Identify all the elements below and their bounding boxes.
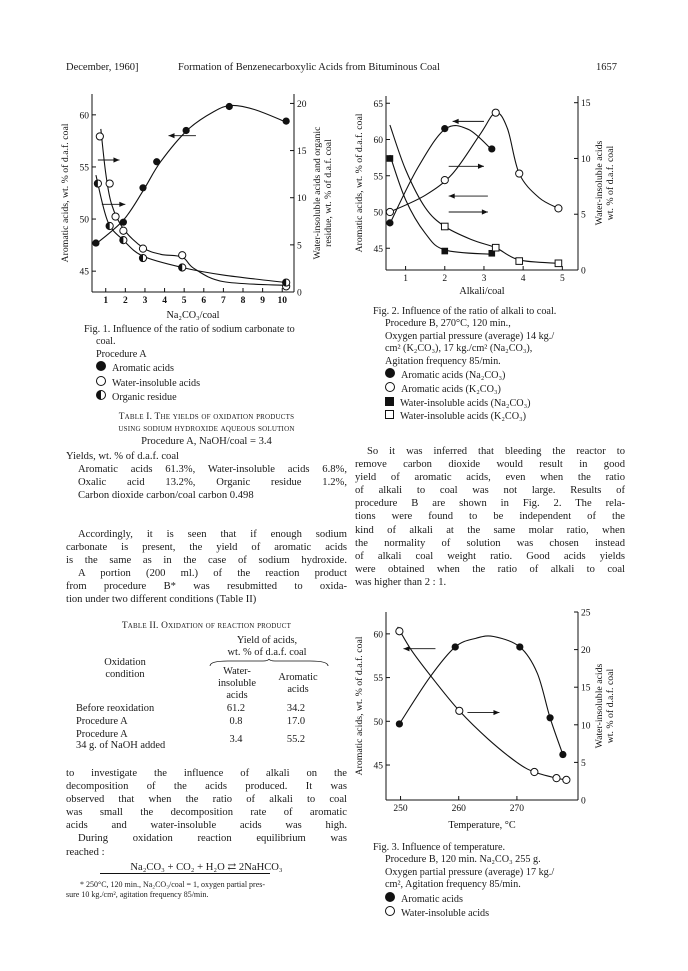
- x-tick-label: 4: [520, 274, 526, 284]
- fig2-caption-line: cm² (K₂CO₃), 17 kg./cm² (Na₂CO₃),: [385, 343, 533, 355]
- table2-cell: 55.2: [286, 734, 306, 746]
- x-tick-label: 3: [142, 296, 148, 306]
- data-point: [516, 258, 523, 265]
- x-tick-label: 2: [442, 274, 448, 284]
- arrow-head: [449, 193, 455, 198]
- data-point: [96, 133, 103, 140]
- y-right-axis-label: wt. % of d.a.f. coal: [605, 145, 616, 221]
- table1: [66, 411, 347, 502]
- data-point: [441, 248, 448, 255]
- open-circle-icon: [385, 906, 395, 916]
- y-left-tick-label: 65: [373, 99, 383, 110]
- y-left-tick-label: 55: [373, 674, 383, 685]
- x-axis-label: Temperature, °C: [448, 820, 516, 831]
- right-paragraph: [355, 445, 625, 589]
- table2-condition-header-line: condition: [105, 669, 145, 681]
- table2-cell: 17.0: [286, 715, 306, 727]
- data-point: [441, 223, 448, 230]
- data-point: [386, 219, 393, 226]
- data-point: [555, 205, 562, 212]
- y-right-axis-label: Water-insoluble acids and organic: [312, 126, 323, 260]
- fig3-caption-line: Procedure B, 120 min. Na₂CO₃ 255 g.: [385, 854, 541, 866]
- table2-condition-header: [90, 657, 160, 682]
- x-tick-label: 1: [103, 296, 109, 306]
- footnote: [66, 880, 347, 900]
- left-paragraph-2: [66, 767, 347, 874]
- text-line: tion under two different conditions (Table II): [66, 594, 257, 606]
- table2-yield-header: [207, 635, 327, 660]
- fig3-legend-item: Water-insoluble acids: [373, 906, 625, 920]
- y-right-tick-label: 0: [581, 796, 586, 807]
- text-line: were obtained when the ratio of alkali to coal: [355, 563, 625, 575]
- text-line: from procedure B* was resubmitted to oxida-: [66, 581, 347, 593]
- arrow-head: [403, 646, 409, 651]
- data-point: [387, 155, 394, 162]
- arrow-head: [482, 209, 488, 214]
- series-line: [390, 125, 558, 263]
- table2-cell: 34.2: [286, 703, 306, 714]
- text-line: the normality of solution was chosen instead: [355, 537, 625, 549]
- table2-water-header-line: Water-: [223, 666, 251, 677]
- fig3-caption: Fig. 3. Influence of temperature.: [373, 842, 506, 853]
- data-point: [452, 643, 459, 650]
- text-line: acids and water-insoluble acids was high.: [66, 820, 347, 832]
- y-left-tick-label: 60: [373, 136, 383, 146]
- table1-row: Aromatic acids 61.3%, Water-insoluble acids 6.8%,: [78, 464, 347, 476]
- y-left-axis-label: Aromatic acids, wt. % of d.a.f. coal: [354, 636, 365, 776]
- text-line: remove carbon dioxide would result in good: [355, 459, 625, 471]
- fig1-caption: Fig. 1. Influence of the ratio of sodium carbonate to coal.: [84, 324, 295, 348]
- fig2-legend-item: Water-insoluble acids (Na₂CO₃): [373, 397, 625, 410]
- fig2-caption-line: Agitation frequency 85/min.: [385, 355, 501, 367]
- fig1-chart: [58, 80, 348, 320]
- x-tick-label: 3: [481, 274, 487, 284]
- series-line: [398, 627, 567, 780]
- y-left-axis-label: Aromatic acids, wt. % of d.a.f. coal: [60, 123, 71, 263]
- fig2-legend-item: Aromatic acids (Na₂CO₃): [373, 368, 625, 382]
- arrow-head: [168, 133, 174, 138]
- y-right-tick-label: 10: [581, 721, 591, 732]
- data-point: [92, 239, 99, 246]
- x-tick-label: 260: [451, 804, 466, 814]
- fig2-caption-block: [373, 306, 625, 424]
- text-line: was small the decomposition rate of aromatic: [66, 807, 347, 819]
- table2-cell: Before reoxidation: [76, 703, 155, 714]
- table1-yields-label: Yields, wt. % of d.a.f. coal: [66, 451, 179, 463]
- fig1-legend-item: Organic residue: [84, 390, 316, 404]
- fig3-caption-line: Oxygen partial pressure (average) 17 kg./: [385, 866, 555, 878]
- table1-title: using sodium hydroxide aqueous solution: [118, 424, 295, 434]
- table2-water-header: [208, 666, 266, 702]
- table-row: [76, 703, 326, 716]
- y-left-tick-label: 45: [373, 244, 383, 255]
- table2-condition-header-line: Oxidation: [104, 657, 146, 668]
- text-line: was higher than 2 : 1.: [355, 576, 447, 588]
- data-point: [555, 260, 562, 267]
- table2-cell: 3.4: [229, 734, 243, 746]
- y-right-tick-label: 0: [581, 266, 586, 277]
- table-row: [76, 716, 326, 729]
- table2-yield-header-line: wt. % of d.a.f. coal: [227, 647, 307, 659]
- series-line: [101, 129, 286, 286]
- equation: Na₂CO₃ + CO₂ + H₂O ⇄ 2NaHCO₃: [130, 861, 283, 873]
- fig2-caption-line: Oxygen partial pressure (average) 14 kg./: [385, 330, 555, 342]
- arrow-head: [478, 164, 484, 169]
- table2-cell: 61.2: [226, 703, 246, 714]
- text-line: yield of aromatic acids, even when the ratio: [355, 472, 625, 484]
- x-tick-label: 2: [122, 296, 128, 306]
- y-right-tick-label: 0: [297, 288, 302, 299]
- table2-yield-header-line: Yield of acids,: [236, 635, 298, 646]
- text-line: observed that when the ratio of alkali to coal: [66, 794, 347, 806]
- y-left-tick-label: 45: [79, 267, 89, 278]
- series-line: [399, 636, 562, 755]
- y-right-axis-label: residue, wt. % of d.a.f. coal: [323, 139, 334, 247]
- data-point: [139, 245, 146, 252]
- y-right-axis-label: wt. % of d.a.f. coal: [605, 668, 616, 744]
- text-line: procedure B are shown in Fig. 2. The rela-: [355, 498, 625, 510]
- table1-title: Table I. The yields of oxidation products: [118, 412, 295, 422]
- footnote-line: sure 10 kg./cm², agitation frequency 85/min.: [66, 890, 209, 899]
- text-line: Accordingly, it is seen that if enough sodium: [78, 529, 347, 540]
- data-point: [546, 714, 553, 721]
- filled-circle-icon: [96, 361, 106, 371]
- x-axis-label: Alkali/coal: [459, 286, 505, 297]
- data-point: [441, 177, 448, 184]
- fig2-caption: Fig. 2. Influence of the ratio of alkali to coal.: [373, 306, 557, 317]
- table2-water-header-line: insoluble: [217, 678, 257, 689]
- y-right-axis-label: Water-insoluble acids: [594, 663, 605, 749]
- data-point: [531, 768, 538, 775]
- y-left-tick-label: 45: [373, 761, 383, 772]
- text-line: of alkali to coal was not large. Results of: [355, 485, 625, 497]
- text-line: decomposition of the acids produced. It was: [66, 781, 347, 793]
- text-line: kind of alkali at the same molar ratio, when: [355, 524, 625, 536]
- data-point: [112, 213, 119, 220]
- arrow-head: [113, 157, 119, 162]
- fig1-legend-item: Aromatic acids: [84, 361, 316, 375]
- fig2-legend-item: Water-insoluble acids (K₂CO₃): [373, 410, 625, 423]
- half-circle-icon: [96, 390, 106, 400]
- text-line: to investigate the influence of alkali on the: [66, 768, 347, 779]
- x-tick-label: 7: [221, 296, 226, 306]
- x-tick-label: 1: [403, 274, 408, 284]
- text-line: of alkali coal weight ratio. Good acids yields: [355, 550, 625, 562]
- table2-body: [76, 703, 326, 751]
- data-point: [283, 117, 290, 124]
- data-point: [488, 145, 495, 152]
- table1-subtitle: Procedure A, NaOH/coal = 3.4: [141, 436, 272, 447]
- data-point: [553, 775, 560, 782]
- arrow-head: [119, 202, 125, 207]
- data-point: [441, 125, 448, 132]
- x-tick-label: 4: [162, 296, 167, 306]
- y-right-tick-label: 20: [581, 646, 591, 657]
- y-left-tick-label: 50: [373, 717, 383, 728]
- filled-square-icon: [385, 397, 394, 406]
- text-line: A portion (200 ml.) of the reaction product: [78, 568, 347, 580]
- filled-circle-icon: [385, 892, 395, 902]
- y-left-tick-label: 55: [79, 163, 89, 174]
- series-line: [390, 113, 558, 212]
- text-line: During oxidation reaction equilibrium was: [78, 833, 347, 845]
- open-circle-icon: [96, 376, 106, 386]
- arrow-head: [493, 710, 499, 715]
- text-line: tions were found to be independent of the: [355, 511, 625, 523]
- data-point: [106, 180, 113, 187]
- data-point: [120, 227, 127, 234]
- data-point: [563, 776, 570, 783]
- fig3-caption-line: cm², Agitation frequency 85/min.: [385, 879, 521, 891]
- footnote-line: * 250°C, 120 min., Na₂CO₃/coal = 1, oxygen partial pres-: [80, 880, 266, 889]
- fig3-chart: [352, 600, 638, 840]
- fig1-procedure: Procedure A: [96, 348, 147, 360]
- y-left-tick-label: 50: [79, 215, 89, 226]
- fig2-chart: [352, 82, 638, 304]
- table2-cell: Procedure A: [76, 728, 128, 740]
- y-right-tick-label: 5: [581, 758, 586, 769]
- y-right-tick-label: 20: [297, 99, 307, 110]
- text-line: is the same as in the case of sodium hydroxide.: [66, 555, 347, 567]
- data-point: [516, 170, 523, 177]
- table2-aromatic-header-line: Aromatic: [278, 672, 318, 683]
- x-tick-label: 6: [201, 296, 207, 306]
- table2-title: Table II. Oxidation of reaction product: [121, 621, 292, 631]
- table1-row: Carbon dioxide carbon/coal carbon 0.498: [78, 490, 254, 502]
- text-line: So it was inferred that bleeding the reactor to: [367, 446, 625, 457]
- x-tick-label: 5: [559, 274, 565, 284]
- data-point: [396, 628, 403, 635]
- table2-water-header-line: acids: [226, 690, 248, 701]
- y-right-tick-label: 15: [581, 683, 591, 694]
- y-right-tick-label: 25: [581, 608, 591, 619]
- data-point: [516, 643, 523, 650]
- text-line: carbonate is present, the yield of aromatic acids: [66, 542, 347, 554]
- y-right-axis-label: Water-insoluble acids: [594, 140, 605, 226]
- fig3-legend-item: Aromatic acids: [373, 892, 625, 906]
- header-date: December, 1960]: [66, 62, 139, 73]
- open-circle-icon: [385, 382, 395, 392]
- table2-cell: 34 g. of NaOH added: [76, 739, 166, 751]
- x-tick-label: 5: [181, 296, 187, 306]
- footnote-rule: [100, 873, 270, 874]
- text-line: reached :: [66, 846, 105, 858]
- y-right-tick-label: 10: [581, 154, 591, 165]
- data-point: [396, 720, 403, 727]
- header-title: Formation of Benzenecarboxylic Acids from Bituminous Coal: [178, 62, 440, 73]
- table2-aromatic-header-line: acids: [287, 684, 309, 695]
- data-point: [153, 158, 160, 165]
- fig2-caption-line: Procedure B, 270°C, 120 min.,: [385, 318, 511, 330]
- data-point: [179, 252, 186, 259]
- data-point: [456, 707, 463, 714]
- x-tick-label: 250: [393, 804, 408, 814]
- x-tick-label: 8: [240, 296, 246, 306]
- data-point: [226, 103, 233, 110]
- data-point: [492, 109, 499, 116]
- x-tick-label: 10: [277, 296, 287, 306]
- fig1-legend-item: Water-insoluble acids: [84, 376, 316, 390]
- open-square-icon: [385, 410, 394, 419]
- y-left-tick-label: 50: [373, 208, 383, 219]
- data-point: [139, 184, 146, 191]
- fig1-caption-block: [84, 324, 316, 404]
- y-right-tick-label: 5: [581, 210, 586, 221]
- page-number: 1657: [596, 62, 617, 73]
- table2-aromatic-header: [268, 672, 328, 696]
- data-point: [183, 127, 190, 134]
- data-point: [386, 208, 393, 215]
- y-right-tick-label: 15: [581, 99, 591, 110]
- data-point: [492, 244, 499, 251]
- table2: [66, 620, 347, 633]
- y-left-tick-label: 55: [373, 172, 383, 183]
- y-right-tick-label: 10: [297, 194, 307, 205]
- fig3-caption-block: [373, 842, 625, 920]
- x-tick-label: 9: [260, 296, 265, 306]
- y-left-tick-label: 60: [373, 630, 383, 641]
- table2-cell: 0.8: [229, 715, 243, 727]
- y-left-tick-label: 60: [79, 111, 89, 122]
- filled-circle-icon: [385, 368, 395, 378]
- table1-row: Oxalic acid 13.2%, Organic residue 1.2%,: [78, 477, 347, 489]
- y-right-tick-label: 5: [297, 241, 302, 252]
- x-axis-label: Na₂CO₃/coal: [166, 310, 220, 320]
- y-left-axis-label: Aromatic acids, wt. % of d.a.f. coal: [354, 113, 365, 253]
- left-paragraph-1: [66, 528, 347, 607]
- table-row: [76, 729, 326, 751]
- data-point: [559, 751, 566, 758]
- fig2-legend-item: Aromatic acids (K₂CO₃): [373, 382, 625, 396]
- arrow-head: [453, 119, 459, 124]
- table2-cell: Procedure A: [76, 715, 128, 727]
- y-right-tick-label: 15: [297, 147, 307, 158]
- x-tick-label: 270: [509, 804, 525, 814]
